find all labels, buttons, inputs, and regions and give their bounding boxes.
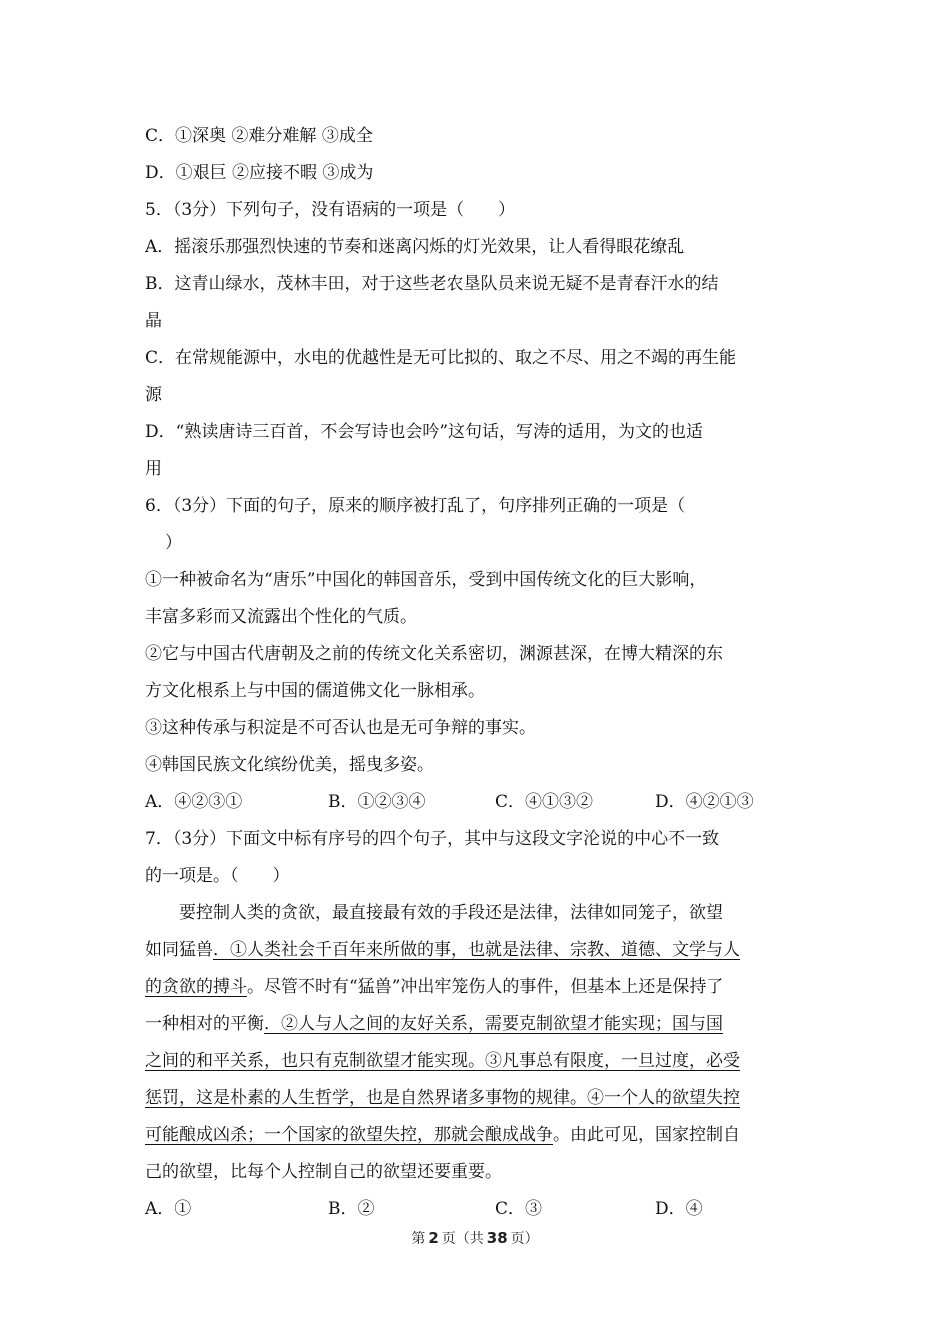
- q7-underlined-sentence-4: ④一个人的欲望失控: [587, 1088, 740, 1108]
- q5-stem: 5．（3分）下列句子，没有语病的一项是（ ）: [145, 200, 516, 220]
- q7-underlined-sentence-1: ．①人类社会千百年来所做的事，也就是法律、宗教、道德、文学与人: [213, 940, 740, 960]
- q7-stem-cont: 的一项是。（ ）: [145, 866, 290, 886]
- q7-option-b: B．②: [328, 1199, 375, 1219]
- q5-option-b: B．这青山绿水，茂林丰田，对于这些老农垦队员来说无疑不是青春汗水的结: [145, 274, 719, 294]
- q7-passage-line-6: [145, 1080, 810, 1117]
- q7-passage-text: 。由此可见，国家控制自: [553, 1125, 740, 1145]
- q7-passage-line-7: [145, 1117, 810, 1154]
- q7-underlined-sentence-4-cont: 可能酿成凶杀；一个国家的欲望失控，那就会酿成战争: [145, 1125, 553, 1145]
- q7-options: [145, 1191, 810, 1228]
- q5-option-a: A．摇滚乐那强烈快速的节奏和迷离闪烁的灯光效果，让人看得眼花缭乱: [145, 237, 685, 257]
- q5-option-b-cont: 晶: [145, 311, 162, 331]
- q6-stem-cont: ）: [165, 533, 182, 553]
- q6-option-a: A．④②③①: [145, 792, 243, 812]
- q7-option-d: D．④: [655, 1199, 703, 1219]
- footer-mid: 页（共: [441, 1231, 484, 1247]
- q7-option-c: C．③: [495, 1199, 543, 1219]
- q7-underlined-sentence-3-cont: 惩罚，这是朴素的人生哲学，也是自然界诸多事物的规律。: [145, 1088, 587, 1108]
- q6-sentence-2: ②它与中国古代唐朝及之前的传统文化关系密切，渊源甚深，在博大精深的东: [145, 644, 723, 664]
- q7-passage-text: 。尽管不时有“猛兽”冲出牢笼伤人的事件，但基本上还是保持了: [247, 977, 724, 997]
- q6-options: [145, 784, 810, 821]
- footer-page-number: 2: [428, 1229, 439, 1247]
- q7-stem: 7．（3分）下面文中标有序号的四个句子，其中与这段文字沦说的中心不一致: [145, 829, 720, 849]
- q7-option-a: A．①: [145, 1199, 192, 1219]
- exam-page-content: [145, 118, 810, 1228]
- q6-sentence-2-cont: 方文化根系上与中国的儒道佛文化一脉相承。: [145, 681, 485, 701]
- footer-suffix: 页）: [510, 1231, 539, 1247]
- prev-option-c: C．①深奥 ②难分难解 ③成全: [145, 126, 373, 146]
- q7-passage-line-2: [145, 932, 810, 969]
- q7-underlined-sentence-3: ③凡事总有限度，一旦过度，必受: [485, 1051, 740, 1071]
- q7-passage-line-1: 要控制人类的贪欲，最直接最有效的手段还是法律，法律如同笼子，欲望: [179, 903, 723, 923]
- footer-total-pages: 38: [486, 1229, 508, 1247]
- q6-option-d: D．④②①③: [655, 792, 754, 812]
- q7-underlined-sentence-1-cont: 的贪欲的搏斗: [145, 977, 247, 997]
- q7-passage-line-4: [145, 1006, 810, 1043]
- page-footer: [0, 1226, 950, 1251]
- q7-underlined-sentence-2: ．②人与人之间的友好关系，需要克制欲望才能实现；国与国: [264, 1014, 723, 1034]
- q6-option-b: B．①②③④: [328, 792, 426, 812]
- q6-stem: 6．（3分）下面的句子，原来的顺序被打乱了，句序排列正确的一项是（: [145, 496, 686, 516]
- q6-sentence-1: ①一种被命名为“唐乐”中国化的韩国音乐，受到中国传统文化的巨大影响，: [145, 570, 707, 590]
- q6-option-c: C．④①③②: [495, 792, 594, 812]
- q7-passage-line-8: 己的欲望，比每个人控制自己的欲望还要重要。: [145, 1162, 502, 1182]
- q6-sentence-4: ④韩国民族文化缤纷优美，摇曳多姿。: [145, 755, 434, 775]
- q5-option-d-cont: 用: [145, 459, 162, 479]
- q7-passage-line-3: [145, 969, 810, 1006]
- q5-option-d: D．“熟读唐诗三百首，不会写诗也会吟”这句话，写涛的适用，为文的也适: [145, 422, 704, 442]
- q7-underlined-sentence-2-cont: 之间的和平关系，也只有克制欲望才能实现。: [145, 1051, 485, 1071]
- q5-option-c-cont: 源: [145, 385, 162, 405]
- q7-passage-line-5: [145, 1043, 810, 1080]
- q5-option-c: C．在常规能源中，水电的优越性是无可比拟的、取之不尽、用之不竭的再生能: [145, 348, 737, 368]
- q7-passage-text: 如同猛兽: [145, 940, 213, 960]
- footer-prefix: 第: [411, 1231, 426, 1247]
- q6-sentence-1-cont: 丰富多彩而又流露出个性化的气质。: [145, 607, 417, 627]
- prev-option-d: D．①艰巨 ②应接不暇 ③成为: [145, 163, 374, 183]
- q7-passage-text: 一种相对的平衡: [145, 1014, 264, 1034]
- q6-sentence-3: ③这种传承与积淀是不可否认也是无可争辩的事实。: [145, 718, 536, 738]
